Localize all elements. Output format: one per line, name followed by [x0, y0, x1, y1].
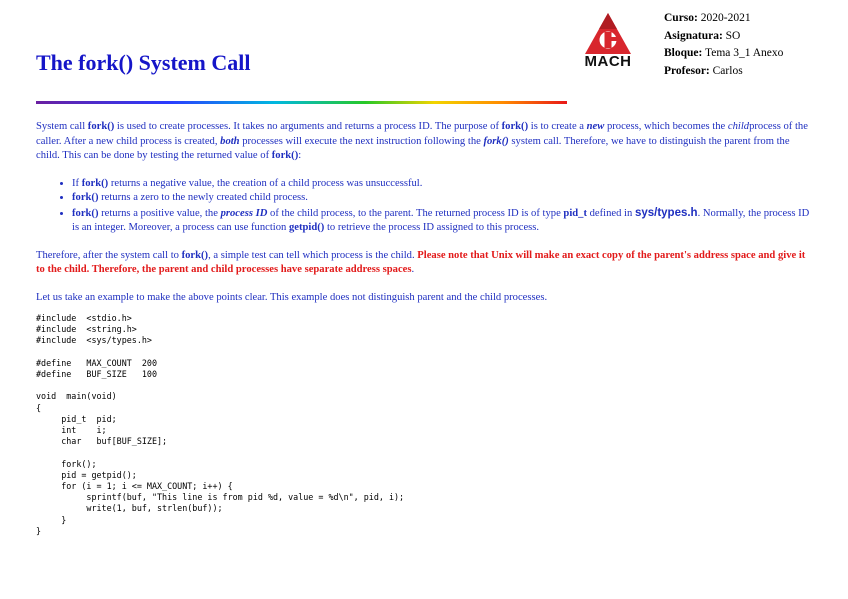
logo-text: MACH [584, 53, 632, 70]
therefore-paragraph: Therefore, after the system call to fork(), a simple test can tell which process is the child. Please note that Unix will make an exact copy of the parent's address space and give it to the child. Therefore, the parent and child processes have separate address spaces. [36, 249, 806, 275]
return-value-list [36, 177, 812, 236]
meta-professor: Profesor: Carlos [664, 64, 743, 77]
list-item: • fork() returns a zero to the newly created child process. [72, 191, 812, 206]
example-intro: Let us take an example to make the above points clear. This example does not distinguish parent and the child processes. [36, 291, 548, 303]
intro-paragraph: System call fork() is used to create processes. It takes no arguments and returns a process ID. The purpose of fork() is to create a new process, which becomes the childprocess of the caller. After a new child process is created, both processes will execute the next instruction following the fork() system call. Therefore, we have to distinguish the parent from the child. This can be done by testing the returned value of fork(): [36, 121, 808, 161]
meta-course: Curso: 2020-2021 [664, 12, 751, 24]
list-item: • fork() returns a positive value, the process ID of the child process, to the parent. The returned process ID is of type pid_t defined in sys/types.h. Normally, the process ID is an integer. Moreover, a process can use function getpid() to retrieve the process ID assigned to this process. [72, 206, 812, 236]
code-block: #include <stdio.h> #include <string.h> #include <sys/types.h> #define MAX_COUNT 200 #define BUF_SIZE 100 void main(void) { pid_t pid; int i; char buf[BUF_SIZE]; fork(); pid = getpid(); for (i = 1; i <= MAX_COUNT; i++) { sprintf(buf, "This line is from pid %d, value = %d\n", pid, i); write(1, buf, strlen(buf)); } } [36, 313, 405, 536]
title-divider [36, 101, 567, 104]
list-item: • If fork() returns a negative value, the creation of a child process was unsuccessful. [72, 177, 812, 192]
meta-subject: Asignatura: SO [664, 29, 741, 42]
warning-text: Please note that Unix will make an exact copy of the parent's address space and give it to the child. Therefore, the parent and child processes have separate address spaces [36, 249, 806, 275]
page-title: The fork() System Call [36, 50, 251, 75]
meta-block: Bloque: Tema 3_1 Anexo [664, 47, 784, 59]
course-info [664, 10, 783, 80]
document-body [36, 120, 812, 318]
